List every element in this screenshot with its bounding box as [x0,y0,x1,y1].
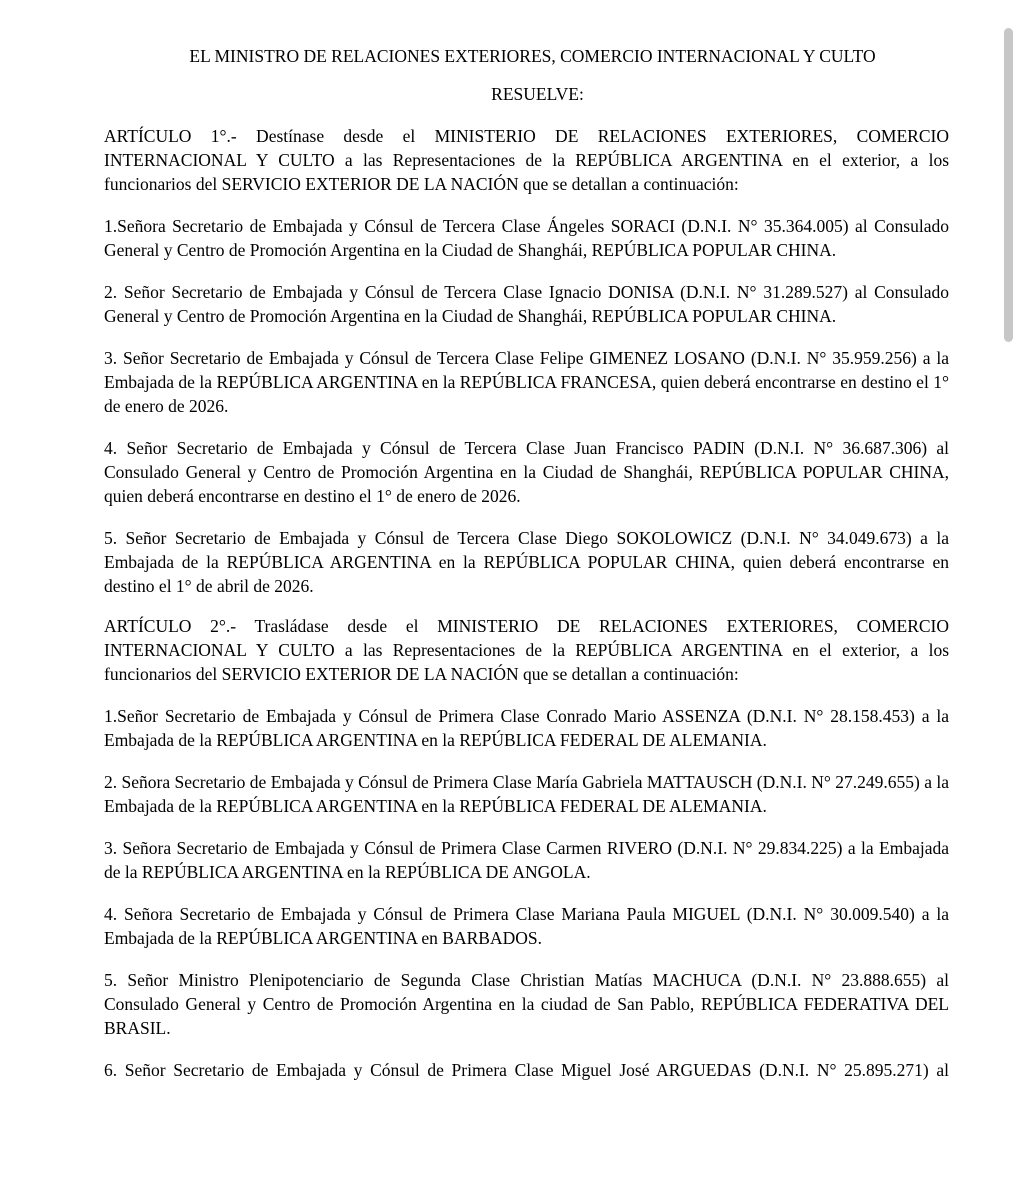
list-item: 1.Señor Secretario de Embajada y Cónsul de Primera Clase Conrado Mario ASSENZA (D.N.I. N° 28.158.453) a la Embajada de la REPÚBLICA ARGENTINA en la REPÚBLICA FEDERAL DE ALEMANIA. [104,706,949,750]
list-item: 1.Señora Secretario de Embajada y Cónsul de Tercera Clase Ángeles SORACI (D.N.I. N° 35.364.005) al Consulado General y Centro de Promoción Argentina en la Ciudad de Shanghái, REPÚBLICA POPULAR CHINA. [104,216,949,260]
resuelve-heading: RESUELVE: [491,84,584,104]
article-1-intro: ARTÍCULO 1°.- Destínase desde el MINISTERIO DE RELACIONES EXTERIORES, COMERCIO INTERNACIONAL Y CULTO a las Representaciones de la REPÚBLICA ARGENTINA en el exterior, a los funcionarios del SERVICIO EXTERIOR DE LA NACIÓN que se detallan a continuación: [104,126,949,194]
list-item: 2. Señora Secretario de Embajada y Cónsul de Primera Clase María Gabriela MATTAUSCH (D.N.I. N° 27.249.655) a la Embajada de la REPÚBLICA ARGENTINA en la REPÚBLICA FEDERAL DE ALEMANIA. [104,772,949,816]
list-item: 6. Señor Secretario de Embajada y Cónsul de Primera Clase Miguel José ARGUEDAS (D.N.I. N° 25.895.271) al [104,1060,949,1080]
list-item: 5. Señor Ministro Plenipotenciario de Segunda Clase Christian Matías MACHUCA (D.N.I. N° 23.888.655) al Consulado General y Centro de Promoción Argentina en la ciudad de San Pablo, REPÚBLICA FEDERATIVA DEL BRASIL. [104,970,949,1038]
list-item: 4. Señor Secretario de Embajada y Cónsul de Tercera Clase Juan Francisco PADIN (D.N.I. N° 36.687.306) al Consulado General y Centro de Promoción Argentina en la Ciudad de Shanghái, REPÚBLICA POPULAR CHINA, quien deberá encontrarse en destino el 1° de enero de 2026. [104,438,949,506]
scrollbar-thumb[interactable] [1004,28,1013,342]
vertical-scrollbar[interactable] [1000,0,1016,1200]
list-item: 5. Señor Secretario de Embajada y Cónsul de Tercera Clase Diego SOKOLOWICZ (D.N.I. N° 34.049.673) a la Embajada de la REPÚBLICA ARGENTINA en la REPÚBLICA POPULAR CHINA, quien deberá encontrarse en destino el 1° de abril de 2026. [104,528,949,596]
list-item: 3. Señor Secretario de Embajada y Cónsul de Tercera Clase Felipe GIMENEZ LOSANO (D.N.I. N° 35.959.256) a la Embajada de la REPÚBLICA ARGENTINA en la REPÚBLICA FRANCESA, quien deberá encontrarse en destino el 1° de enero de 2026. [104,348,949,416]
article-1-list [104,214,949,598]
list-item: 2. Señor Secretario de Embajada y Cónsul de Tercera Clase Ignacio DONISA (D.N.I. N° 31.289.527) al Consulado General y Centro de Promoción Argentina en la Ciudad de Shanghái, REPÚBLICA POPULAR CHINA. [104,282,949,326]
article-2-list [104,704,949,1082]
list-item: 3. Señora Secretario de Embajada y Cónsul de Primera Clase Carmen RIVERO (D.N.I. N° 29.834.225) a la Embajada de la REPÚBLICA ARGENTINA en la REPÚBLICA DE ANGOLA. [104,838,949,882]
document-page [104,44,949,1082]
article-2-intro: ARTÍCULO 2°.- Trasládase desde el MINISTERIO DE RELACIONES EXTERIORES, COMERCIO INTERNACIONAL Y CULTO a las Representaciones de la REPÚBLICA ARGENTINA en el exterior, a los funcionarios del SERVICIO EXTERIOR DE LA NACIÓN que se detallan a continuación: [104,616,949,684]
list-item: 4. Señora Secretario de Embajada y Cónsul de Primera Clase Mariana Paula MIGUEL (D.N.I. N° 30.009.540) a la Embajada de la REPÚBLICA ARGENTINA en BARBADOS. [104,904,949,948]
document-title: EL MINISTRO DE RELACIONES EXTERIORES, COMERCIO INTERNACIONAL Y CULTO [189,46,876,66]
